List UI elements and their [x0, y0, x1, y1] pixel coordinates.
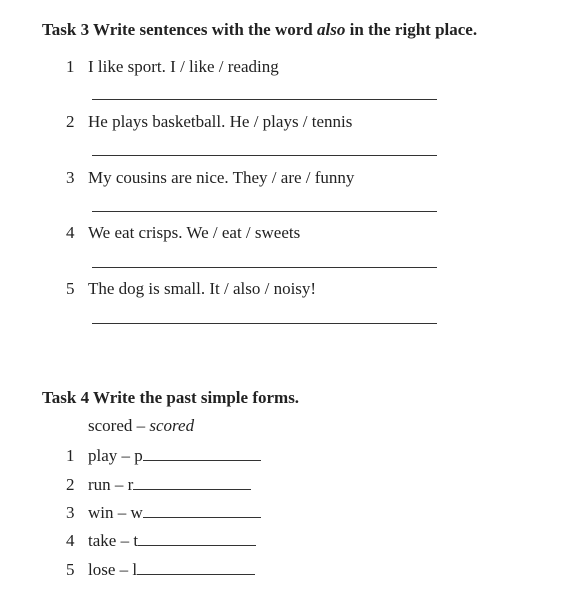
item-number: 3: [66, 168, 75, 187]
task4-item-2: [66, 475, 251, 495]
item-prompt: play – p: [88, 446, 143, 465]
item-prompt: take – t: [88, 531, 139, 550]
task3-title: [42, 20, 477, 40]
task4-item-3: [66, 503, 261, 523]
example-answer: scored: [149, 416, 195, 435]
item-prompt: win – w: [88, 503, 143, 522]
answer-blank[interactable]: [143, 503, 261, 518]
item-prompt: lose – l: [88, 560, 138, 579]
answer-blank[interactable]: [137, 560, 255, 575]
example-word: scored –: [88, 416, 150, 435]
item-number: 2: [66, 475, 75, 494]
answer-line[interactable]: [92, 267, 437, 268]
item-number: 5: [66, 560, 75, 579]
answer-line[interactable]: [92, 155, 437, 156]
item-number: 5: [66, 279, 75, 298]
item-prompt: I like sport. I / like / reading: [88, 57, 279, 76]
item-number: 4: [66, 531, 75, 550]
item-prompt: My cousins are nice. They / are / funny: [88, 168, 355, 187]
answer-line[interactable]: [92, 323, 437, 324]
task4-item-1: [66, 446, 261, 466]
item-number: 3: [66, 503, 75, 522]
answer-blank[interactable]: [138, 531, 256, 546]
task3-item-2: [66, 112, 352, 132]
item-number: 1: [66, 57, 75, 76]
item-prompt: He plays basketball. He / plays / tennis: [88, 112, 353, 131]
answer-line[interactable]: [92, 99, 437, 100]
answer-blank[interactable]: [133, 475, 251, 490]
item-number: 1: [66, 446, 75, 465]
item-prompt: We eat crisps. We / eat / sweets: [88, 223, 301, 242]
answer-blank[interactable]: [143, 446, 261, 461]
task3-title-suffix: in the right place.: [345, 20, 478, 39]
task4-title: Task 4 Write the past simple forms.: [42, 388, 300, 407]
task4-item-4: [66, 531, 256, 551]
task3-title-keyword: also: [317, 20, 346, 39]
item-number: 2: [66, 112, 75, 131]
task4-item-5: [66, 560, 255, 580]
task4-example: [88, 416, 194, 436]
item-prompt: The dog is small. It / also / noisy!: [88, 279, 317, 298]
answer-line[interactable]: [92, 211, 437, 212]
item-number: 4: [66, 223, 75, 242]
task3-item-5: [66, 279, 316, 299]
task3-title-prefix: Task 3 Write sentences with the word: [42, 20, 317, 39]
task3-item-3: [66, 168, 354, 188]
item-prompt: run – r: [88, 475, 134, 494]
task3-item-4: [66, 223, 300, 243]
task3-item-1: [66, 57, 279, 77]
